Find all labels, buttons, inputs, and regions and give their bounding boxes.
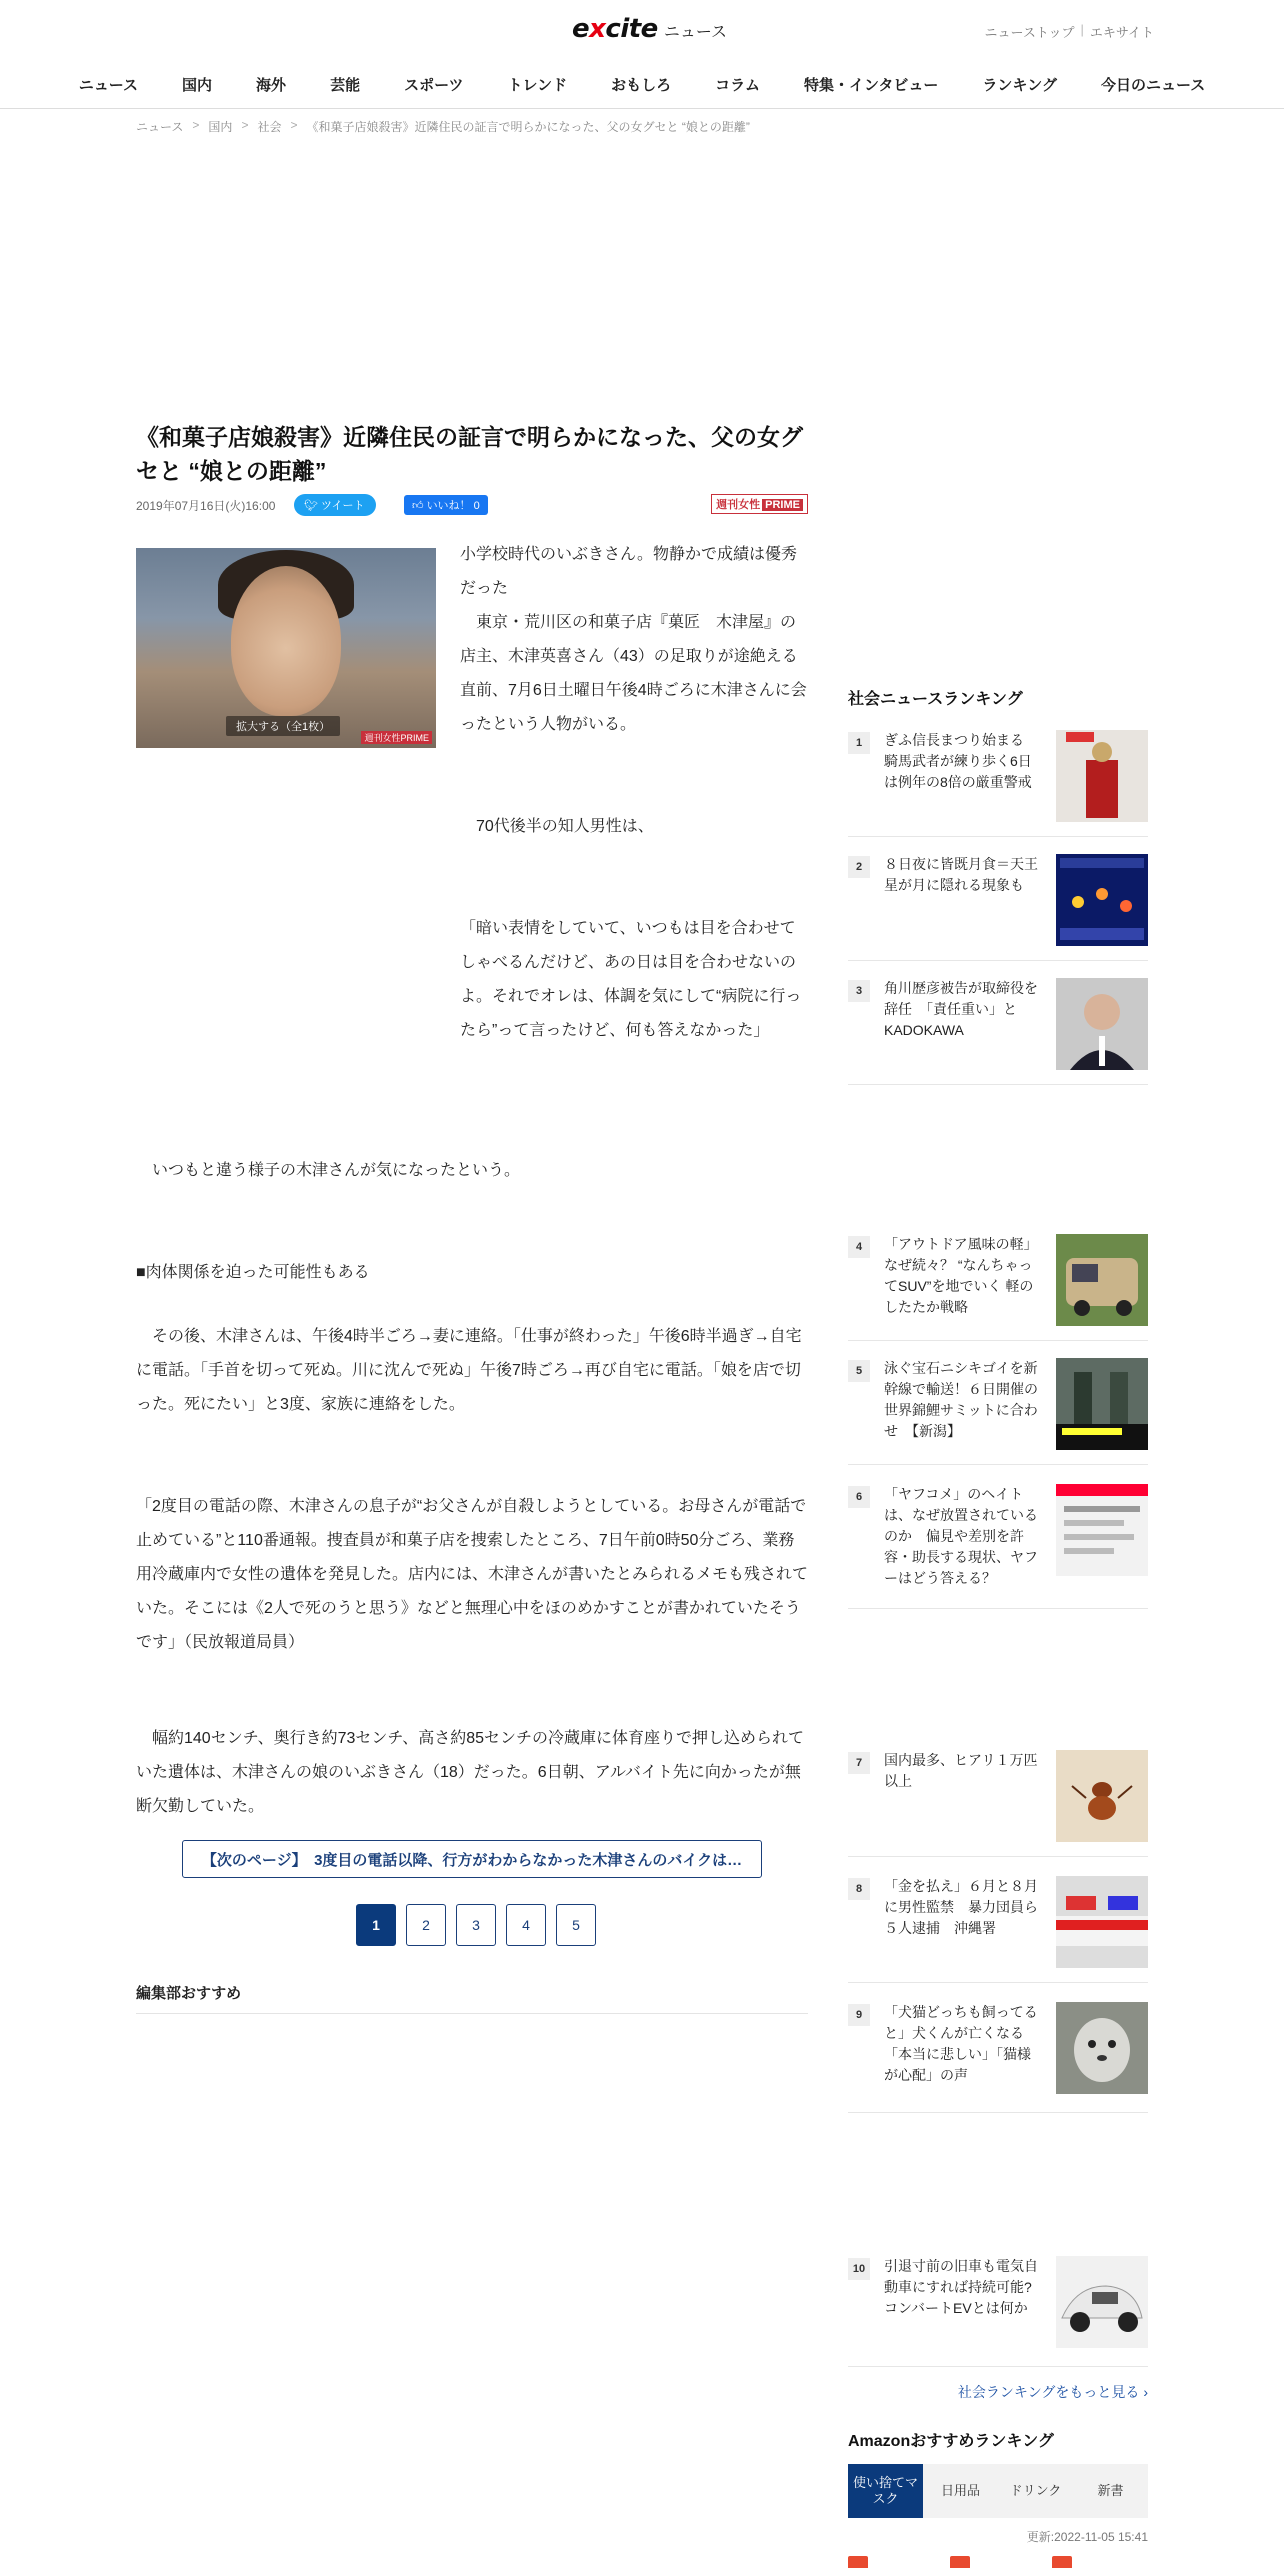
nav-item-ranking[interactable]: ランキング <box>982 77 1057 94</box>
like-label: いいね！ 0 <box>426 500 480 512</box>
breadcrumb-separator: > <box>241 118 249 132</box>
ranking-item[interactable] <box>848 978 1148 1085</box>
editor-pick-heading: 編集部おすすめ <box>136 1982 808 2014</box>
rank-thumbnail <box>1056 1358 1148 1450</box>
nav-item-trend[interactable]: トレンド <box>507 77 568 94</box>
amazon-tab-daily-goods[interactable]: 日用品 <box>940 2483 980 2498</box>
page-1-button[interactable]: 1 <box>356 1904 396 1946</box>
rank-thumbnail <box>1056 854 1148 946</box>
photo-caption-text: 小学校時代のいぶきさん。物静かで成績は優秀だった <box>460 546 797 597</box>
rank-number: 7 <box>848 1752 870 1774</box>
rank-title: 「金を払え」６月と８月に男性監禁 暴力団員ら５人逮捕 沖縄署 <box>884 1878 1038 1936</box>
excite-top-link[interactable]: エキサイト <box>1089 25 1154 40</box>
ranking-item[interactable] <box>848 1358 1148 1465</box>
source-name: 週刊女性 <box>716 499 761 511</box>
ranking-item[interactable] <box>848 1234 1148 1341</box>
nav-item-domestic[interactable]: 国内 <box>182 77 213 94</box>
nav-item-column[interactable]: コラム <box>715 77 760 94</box>
site-logo[interactable] <box>572 14 727 48</box>
rank-number: 8 <box>848 1878 870 1900</box>
article-lead <box>460 538 808 1048</box>
rank-title: ぎふ信長まつり始まる 騎馬武者が練り歩く6日は例年の8倍の厳重警戒 <box>884 732 1038 790</box>
breadcrumb-item-news[interactable]: ニュース <box>136 120 184 134</box>
ranking-item[interactable] <box>848 730 1148 837</box>
rank-thumbnail <box>1056 978 1148 1070</box>
article-paragraph: いつもと違う様子の木津さんが気になったという。 <box>136 1162 521 1179</box>
tweet-button[interactable] <box>294 494 376 516</box>
article-paragraph: 「暗い表情をしていて、いつもは目を合わせてしゃべるんだけど、あの日は目を合わせないのよ。それでオレは、体調を気にして“病院に行ったら”って言ったけど、何も答えなかった」 <box>460 920 802 1039</box>
rank-title: 引退寸前の旧車も電気自動車にすれば持続可能? コンバートEVとは何か <box>884 2258 1038 2316</box>
breadcrumb-separator: > <box>192 118 200 132</box>
nav-item-today[interactable]: 今日のニュース <box>1100 77 1206 94</box>
article-subheading: ■肉体関係を迫った可能性もある <box>136 1264 370 1281</box>
site-header <box>0 0 1284 109</box>
article-meta <box>136 494 808 516</box>
rank-title: 「アウトドア風味の軽」なぜ続々？ “なんちゃってSUV”を地でいく 軽のしたたか戦略 <box>884 1236 1038 1315</box>
nav-item-news[interactable]: ニュース <box>78 77 139 94</box>
breadcrumb-item-domestic[interactable]: 国内 <box>208 120 233 134</box>
article <box>136 420 809 2002</box>
rank-title: 国内最多、ヒアリ１万匹以上 <box>884 1752 1038 1789</box>
rank-badge-icon <box>1052 2556 1072 2568</box>
global-nav <box>0 68 1284 102</box>
amazon-tab-books[interactable]: 新書 <box>1097 2483 1124 2498</box>
nav-item-sports[interactable]: スポーツ <box>404 77 464 94</box>
ranking-item[interactable] <box>848 1750 1148 1857</box>
page-3-button[interactable]: 3 <box>456 1904 496 1946</box>
ranking-heading: 社会ニュースランキング <box>848 691 1023 708</box>
breadcrumb-separator: > <box>290 118 298 132</box>
facebook-like-button[interactable] <box>404 495 488 515</box>
header-links <box>985 22 1154 41</box>
ranking-item[interactable] <box>848 2002 1148 2113</box>
page-2-button[interactable]: 2 <box>406 1904 446 1946</box>
rank-title: 「犬猫どっちも飼ってると」犬くんが亡くなる「本当に悲しい」「猫様が心配」の声 <box>884 2004 1038 2083</box>
ranking-item[interactable] <box>848 1484 1148 1609</box>
rank-number: 1 <box>848 732 870 754</box>
rank-number: 2 <box>848 856 870 878</box>
rank-thumbnail <box>1056 1750 1148 1842</box>
amazon-tab-drinks[interactable]: ドリンク <box>1009 2483 1062 2498</box>
pagination <box>356 1904 596 1946</box>
article-paragraph: 70代後半の知人男性は、 <box>460 818 654 835</box>
amazon-tabs <box>848 2464 1148 2518</box>
breadcrumb <box>136 118 750 135</box>
rank-badge-icon <box>950 2556 970 2568</box>
amazon-rank-badges <box>848 2556 1148 2568</box>
article-paragraph: 「2度目の電話の際、木津さんの息子が“お父さんが自殺しようとしている。お母さんが電話で止めている”と110番通報。捜査員が和菓子店を捜索したところ、7日午前0時50分ごろ、業務用冷蔵庫内で女性の遺体を発見した。店内には、木津さんが書いたとみられるメモも残されていた。そこには《2人で死のうと思う》などと無理心中をほのめかすことが書かれていたそうです」（民放報道局員） <box>136 1498 809 1651</box>
more-ranking-label: 社会ランキングをもっと見る <box>957 2384 1140 2400</box>
rank-title: 「ヤフコメ」のヘイトは、なぜ放置されているのか 偏見や差別を許容・助長する現状、ヤフーはどう答える？ <box>884 1486 1038 1586</box>
article-paragraph: 東京・荒川区の和菓子店『菓匠 木津屋』の店主、木津英喜さん（43）の足取りが途絶える直前、7月6日土曜日午後4時ごろに木津さんに会ったという人物がいる。 <box>460 614 807 733</box>
rank-thumbnail <box>1056 1484 1148 1576</box>
rank-number: 9 <box>848 2004 870 2026</box>
nav-item-entertainment[interactable]: 芸能 <box>330 77 361 94</box>
rank-title: 角川歴彦被告が取締役を辞任 「責任重い」とKADOKAWA <box>884 980 1038 1038</box>
next-page-link[interactable]: 【次のページ】 3度目の電話以降、行方がわからなかった木津さんのバイクは… <box>182 1840 762 1878</box>
rank-thumbnail <box>1056 730 1148 822</box>
ranking-item[interactable] <box>848 2256 1148 2367</box>
photo-face <box>231 566 341 716</box>
news-top-link[interactable]: ニューストップ <box>984 25 1075 40</box>
header-link-separator: | <box>1080 22 1084 37</box>
page-5-button[interactable]: 5 <box>556 1904 596 1946</box>
twitter-icon: 🐦︎ <box>304 500 322 512</box>
ranking-item[interactable] <box>848 854 1148 961</box>
breadcrumb-current: 《和菓子店娘殺害》近隣住民の証言で明らかになった、父の女グセと “娘との距離” <box>306 120 750 134</box>
rank-badge-icon <box>848 2556 868 2568</box>
rank-number: 6 <box>848 1486 870 1508</box>
nav-item-feature[interactable]: 特集・インタビュー <box>804 77 939 94</box>
rank-thumbnail <box>1056 2256 1148 2348</box>
article-title: 《和菓子店娘殺害》近隣住民の証言で明らかになった、父の女グセと “娘との距離” <box>136 424 803 484</box>
article-date: 2019年07月16日(火)16:00 <box>136 499 276 513</box>
rank-number: 10 <box>848 2258 870 2280</box>
excite-logo-mark: excite <box>572 14 658 44</box>
rank-title: ８日夜に皆既月食＝天王星が月に隠れる現象も <box>884 856 1038 893</box>
rank-thumbnail <box>1056 2002 1148 2094</box>
thumbs-up-icon: 👍︎ <box>412 500 427 512</box>
nav-item-funny[interactable]: おもしろ <box>611 77 672 94</box>
rank-number: 4 <box>848 1236 870 1258</box>
breadcrumb-item-society[interactable]: 社会 <box>257 120 282 134</box>
page-4-button[interactable]: 4 <box>506 1904 546 1946</box>
rank-thumbnail <box>1056 1876 1148 1968</box>
photo-enlarge-caption[interactable]: 拡大する（全1枚） <box>226 716 340 736</box>
source-prime: PRIME <box>762 499 803 511</box>
rank-number: 5 <box>848 1360 870 1382</box>
rank-title: 泳ぐ宝石ニシキゴイを新幹線で輸送！６日開催の世界錦鯉サミットに合わせ 【新潟】 <box>884 1360 1038 1439</box>
article-paragraph: その後、木津さんは、午後4時半ごろ→妻に連絡。「仕事が終わった」午後6時半過ぎ→自宅に電話。「手首を切って死ぬ。川に沈んで死ぬ」午後7時ごろ→再び自宅に電話。「娘を店で切った。死にたい」と3度、家族に連絡をした。 <box>136 1328 802 1413</box>
nav-item-overseas[interactable]: 海外 <box>256 77 287 94</box>
rank-number: 3 <box>848 980 870 1002</box>
tweet-label: ツイート <box>321 500 365 512</box>
chevron-right-icon: › <box>1139 2384 1148 2400</box>
amazon-updated-time: 更新:2022-11-05 15:41 <box>1026 2530 1148 2544</box>
rank-thumbnail <box>1056 1234 1148 1326</box>
more-ranking-link[interactable] <box>958 2382 1148 2402</box>
amazon-ranking-heading: Amazonおすすめランキング <box>848 2433 1054 2450</box>
amazon-tab-masks[interactable]: 使い捨てマスク <box>848 2464 923 2518</box>
photo-watermark: 週刊女性PRIME <box>361 731 432 744</box>
source-badge <box>711 494 808 514</box>
article-photo[interactable] <box>136 548 436 748</box>
article-paragraph: 幅約140センチ、奥行き約73センチ、高さ約85センチの冷蔵庫に体育座りで押し込められていた遺体は、木津さんの娘のいぶきさん（18）だった。6日朝、アルバイト先に向かったが無断欠勤していた。 <box>136 1730 805 1815</box>
logo-subtitle: ニュース <box>663 24 728 41</box>
ranking-item[interactable] <box>848 1876 1148 1983</box>
